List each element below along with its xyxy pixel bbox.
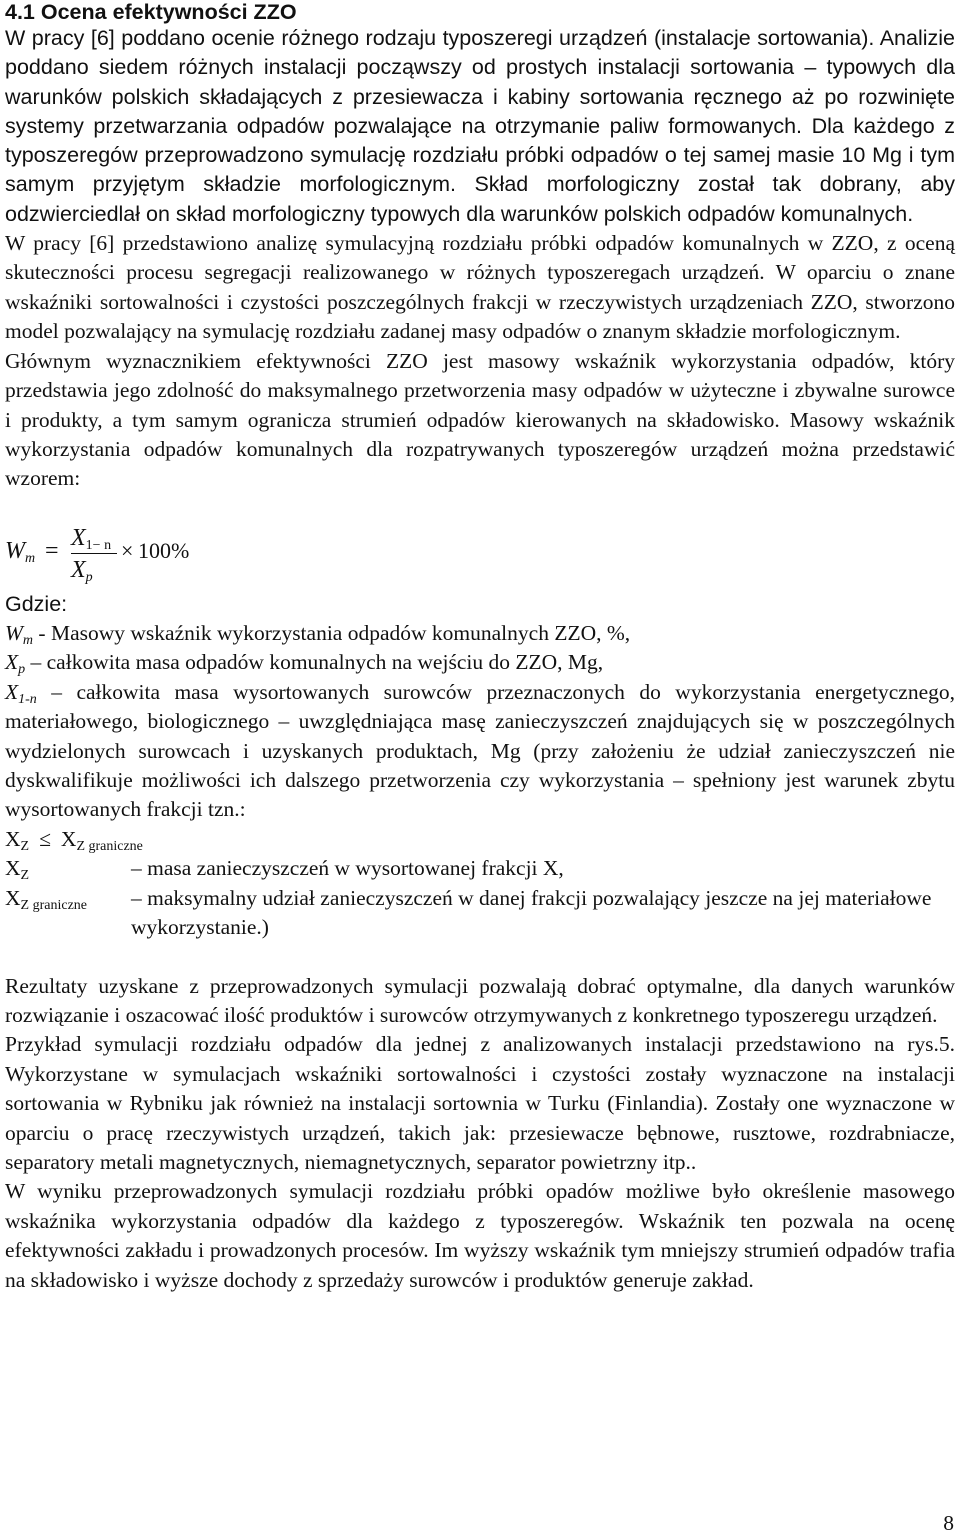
page-number: 8 [943,1511,954,1535]
paragraph-intro: W pracy [6] poddano ocenie różnego rodzaju typoszeregi urządzeń (instalacje sortowania). Analizie poddano siedem różnych instalacji począwszy od prostych instalacji sortowania – typowych dla warunków polskich składających z przesiewacza i kabiny sortowania ręcznego aż po rozwinięte systemy przetwarzania odpadów pozwalające na otrzymanie paliw formowanych. Dla każdego z typoszeregów przeprowadzono symulację rozdziału próbki odpadów o tej samej masie 10 Mg i tym samym przyjętym składzie morfologicznym. Skład morfologiczny został tak dobrany, aby odzwierciedlał on skład morfologiczny typowych dla warunków polskich odpadów komunalnych. [5,26,955,226]
paragraph-simulation: W pracy [6] przedstawiono analizę symulacyjną rozdziału próbki odpadów komunalnych w ZZO, z oceną skuteczności procesu segregacji realizowanego w różnych typoszeregach urządzeń. W oparciu o znane wskaźniki sortowalności i czystości poszczególnych frakcji w rzeczywistych urządzeniach ZZO, stworzono model pozwalający na symulację rozdziału zadanej masy odpadów o znanym składzie morfologicznym. [5,231,955,344]
definitions-block [5,590,955,943]
definition-xp: $X_p$ – całkowita masa odpadów komunalnych na wejściu do ZZO, Mg, [5,650,604,678]
fraction-bar [71,553,117,554]
formula-times: × [121,537,134,563]
paragraph-example: Przykład symulacji rozdziału odpadów dla jednej z analizowanych instalacji przedstawiono na rys.5. Wykorzystane w symulacjach wskaźniki sortowalności i czystości zostały wyznaczone na instalacji sortowania w Rybniku jak również na instalacji sortownia w Turku (Finlandia). Zostały one wyznaczone w oparciu o pracę rzeczywistych urządzeń, takich jak: przesiewacze bębnowe, rusztowe, rozdrabniacze, separatory metali magnetycznych, niemagnetycznych, separator powietrzny itp.. [5,1032,955,1174]
results-block [5,972,955,1295]
gdzie-label: Gdzie: [5,591,68,616]
formula-denominator: $X_p$ [71,556,93,585]
condition-line: $X_Z \le X_{Z graniczne}$ [5,826,143,854]
definition-x1n: $X_{1-n}$ – całkowita masa wysortowanych surowców przeznaczonych do wykorzystania energetycznego, materiałowego, biologicznego – uwzględniająca masę zanieczyszczeń znajdujących się w poszczególnych wydzielonych surowcach i uzyskanych produktach, Mg (przy założeniu że udział zanieczyszczeń nie dyskwalifikuje możliwości ich dalszego przetworzenia czy wykorzystania – spełniony jest warunek zbytu wysortowanych frakcji tzn.: [5,679,955,822]
formula-equals: = [45,537,59,564]
paragraph-results: Rezultaty uzyskane z przeprowadzonych symulacji pozwalają dobrać optymalne, dla danych warunków rozwiązanie i oszacować ilość produktów i surowców otrzymywanych z konkretnego typoszeregu urządzeń. [5,973,955,1027]
paragraph-conclusion: W wyniku przeprowadzonych symulacji rozdziału próbki opadów możliwe było określenie masowego wskaźnika wykorzystania odpadów dla każdego z typoszeregów. Wskaźnik ten pozwala na ocenę efektywności zakładu i prowadzonych procesów. Im wyższy wskaźnik tym mniejszy strumień odpadów trafia na składowisko i wyższe dochody z sprzedaży surowców i produktów generuje zakład. [5,1179,955,1292]
definition-xz: $X_Z$ – masa zanieczyszczeń w wysortowanej frakcji X, [5,856,564,884]
paragraph-indicator: Głównym wyznacznikiem efektywności ZZO jest masowy wskaźnik wykorzystania odpadów, który przedstawia jego zdolność do maksymalnego przetworzenia masy odpadów w użyteczne i zbywalne surowce i produkty, a tym samym ogranicza strumień odpadów kierowanych na składowisko. Masowy wskaźnik wykorzystania odpadów komunalnych dla rozpatrywanych typoszeregów urządzeń można przedstawić wzorem: [5,348,955,491]
definition-wm: $W_m$ - Masowy wskaźnik wykorzystania odpadów komunalnych ZZO, %, [5,621,631,649]
formula-numerator: $X_{1- n}$ [71,524,112,553]
document-page [5,0,955,1295]
formula-wm [5,524,955,585]
formula-percent: 100% [138,537,190,563]
definition-xz-graniczne: $X_{Z graniczne}$ – maksymalny udział zanieczyszczeń w danej frakcji pozwalający jeszcze na jej materiałowe wykorzystanie.) [5,885,932,940]
formula-fraction [71,524,123,584]
formula-lhs: $W_m$ [5,537,36,566]
section-heading: 4.1 Ocena efektywności ZZO [5,0,297,24]
